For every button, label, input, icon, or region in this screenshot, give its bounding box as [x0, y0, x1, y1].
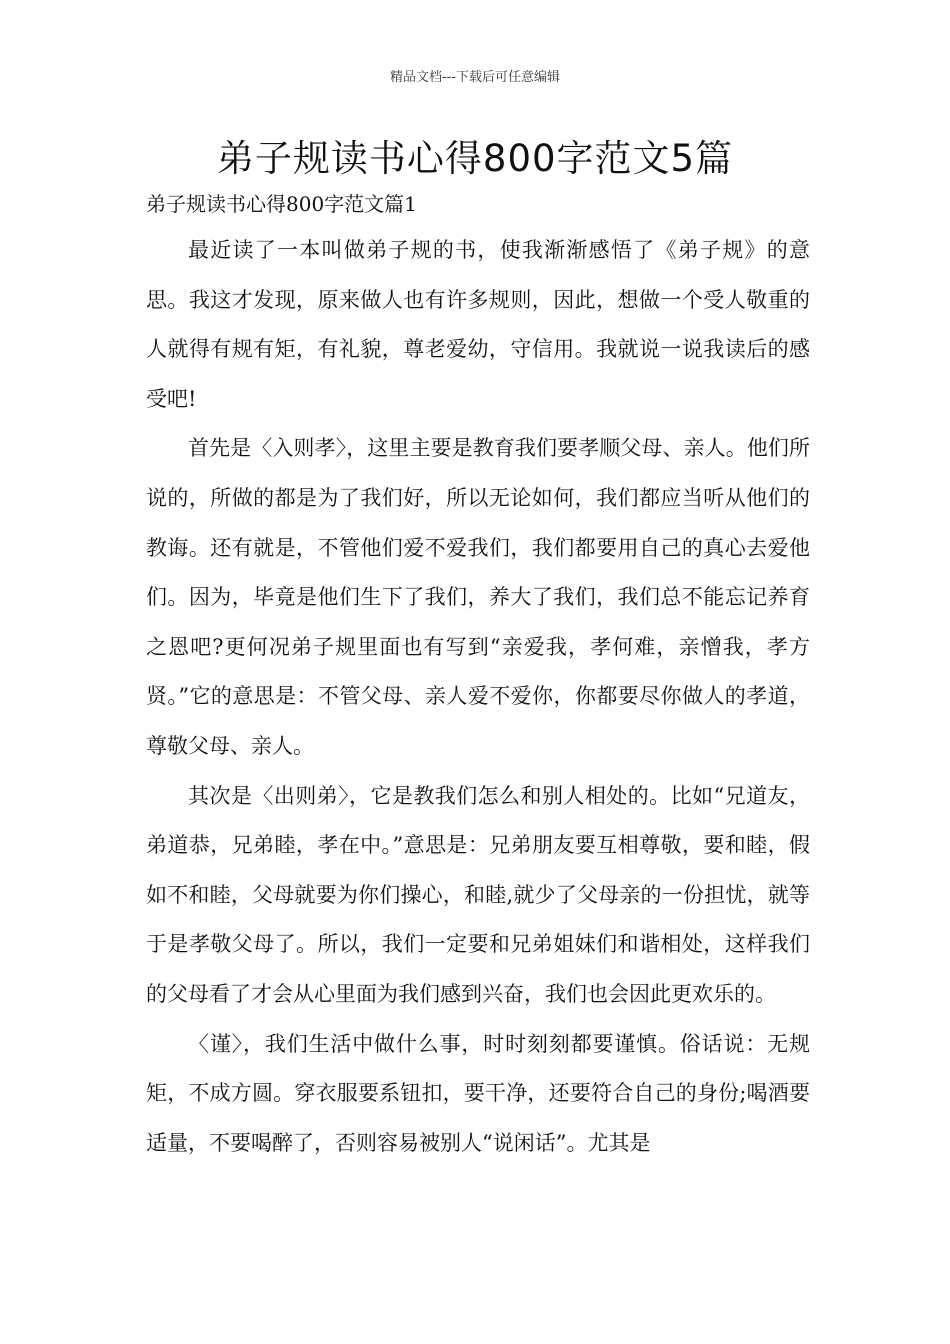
- paragraph-4: 〈谨〉，我们生活中做什么事，时时刻刻都要谨慎。俗话说：无规矩，不成方圆。穿衣服要系钮扣，要干净，还要符合自己的身份;喝酒要适量，不要喝醉了，否则容易被别人“说闲话”。尤其是: [146, 1031, 810, 1155]
- section-subtitle: 弟子规读书心得800字范文篇1: [146, 192, 417, 216]
- page-header: 精品文档---下载后可任意编辑: [389, 70, 561, 85]
- paragraph-2: 首先是〈入则孝〉，这里主要是教育我们要孝顺父母、亲人。他们所说的，所做的都是为了我们好，所以无论如何，我们都应当听从他们的教诲。还有就是，不管他们爱不爱我们，我们都要用自己的真心去爱他们。因为，毕竟是他们生下了我们，养大了我们，我们总不能忘记养育之恩吧?更何况弟子规里面也有写到“亲爱我，孝何难，亲憎我，孝方贤。”它的意思是：不管父母、亲人爱不爱你，你都要尽你做人的孝道，尊敬父母、亲人。: [146, 436, 810, 758]
- document-body: [146, 226, 810, 1168]
- paragraph-1: 最近读了一本叫做弟子规的书，使我渐渐感悟了《弟子规》的意思。我这才发现，原来做人也有许多规则，因此，想做一个受人敬重的人就得有规有矩，有礼貌，尊老爱幼，守信用。我就说一说我读后的感受吧!: [146, 238, 810, 411]
- document-title: 弟子规读书心得800字范文5篇: [216, 137, 734, 180]
- paragraph-3: 其次是〈出则弟〉，它是教我们怎么和别人相处的。比如“兄道友，弟道恭，兄弟睦，孝在中。”意思是：兄弟朋友要互相尊敬，要和睦，假如不和睦，父母就要为你们操心，和睦,就少了父母亲的一份担忧，就等于是孝敬父母了。所以，我们一定要和兄弟姐妹们和谐相处，这样我们的父母看了才会从心里面为我们感到兴奋，我们也会因此更欢乐的。: [146, 783, 810, 1006]
